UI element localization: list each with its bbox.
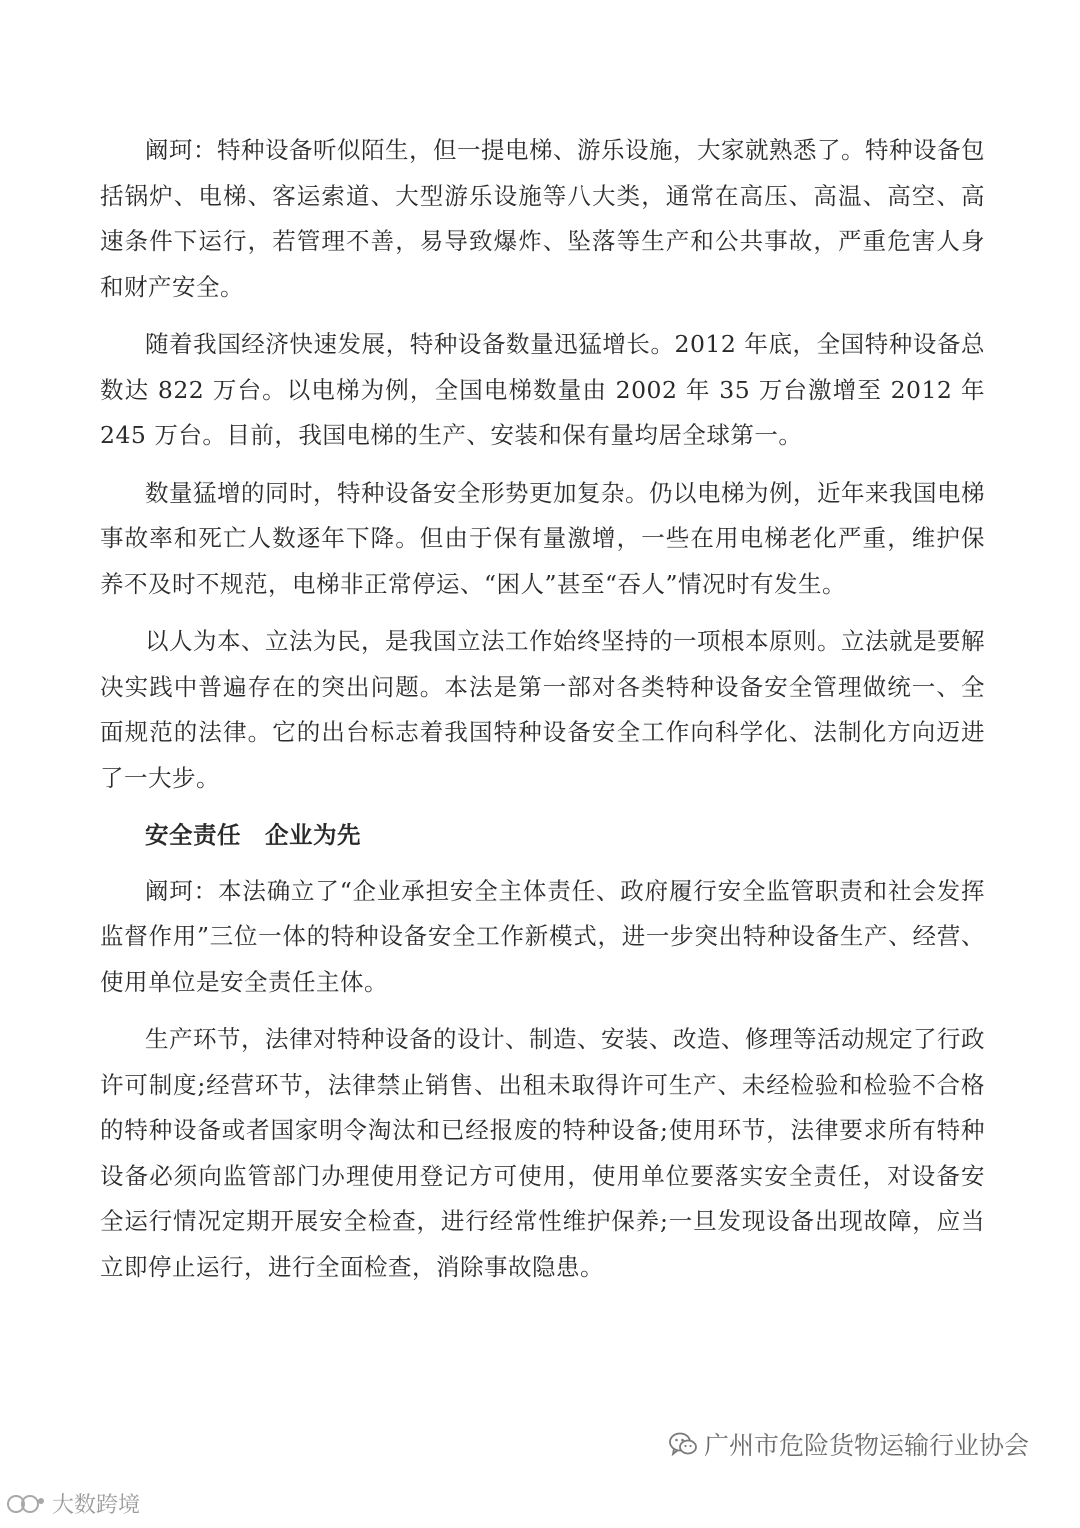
brand-logo: [6, 1488, 140, 1519]
watermark-text: 广州市危险货物运输行业协会: [704, 1431, 1030, 1460]
paragraph: 阚珂：特种设备听似陌生，但一提电梯、游乐设施，大家就熟悉了。特种设备包括锅炉、电梯、客运索道、大型游乐设施等八大类，通常在高压、高温、高空、高速条件下运行，若管理不善，易导致爆炸、坠落等生产和公共事故，严重危害人身和财产安全。: [100, 136, 985, 301]
brand-logo-icon: [6, 1492, 48, 1516]
paragraph: 阚珂：本法确立了“企业承担安全主体责任、政府履行安全监管职责和社会发挥监督作用”三位一体的特种设备安全工作新模式，进一步突出特种设备生产、经营、使用单位是安全责任主体。: [100, 876, 985, 996]
article-body: [100, 128, 985, 1302]
section-heading: 安全责任 企业为先: [145, 821, 361, 849]
paragraph: 数量猛增的同时，特种设备安全形势更加复杂。仍以电梯为例，近年来我国电梯事故率和死亡人数逐年下降。但由于保有量激增，一些在用电梯老化严重，维护保养不及时不规范，电梯非正常停运、“困人”甚至“吞人”情况时有发生。: [100, 478, 985, 598]
brand-logo-text: 大数跨境: [52, 1493, 141, 1518]
paragraph: 随着我国经济快速发展，特种设备数量迅猛增长。2012 年底，全国特种设备总数达 822 万台。以电梯为例，全国电梯数量由 2002 年 35 万台激增至 2012 年 245 万台。目前，我国电梯的生产、安装和保有量均居全球第一。: [100, 330, 985, 449]
wechat-icon: [668, 1429, 698, 1459]
paragraph: 以人为本、立法为民，是我国立法工作始终坚持的一项根本原则。立法就是要解决实践中普遍存在的突出问题。本法是第一部对各类特种设备安全管理做统一、全面规范的法律。它的出台标志着我国特种设备安全工作向科学化、法制化方向迈进了一大步。: [100, 627, 985, 792]
paragraph: 生产环节，法律对特种设备的设计、制造、安装、改造、修理等活动规定了行政许可制度;经营环节，法律禁止销售、出租未取得许可生产、未经检验和检验不合格的特种设备或者国家明令淘汰和已经报废的特种设备;使用环节，法律要求所有特种设备必须向监管部门办理使用登记方可使用，使用单位要落实安全责任，对设备安全运行情况定期开展安全检查，进行经常性维护保养;一旦发现设备出现故障，应当立即停止运行，进行全面检查，消除事故隐患。: [100, 1025, 985, 1281]
source-watermark: [668, 1426, 1029, 1462]
